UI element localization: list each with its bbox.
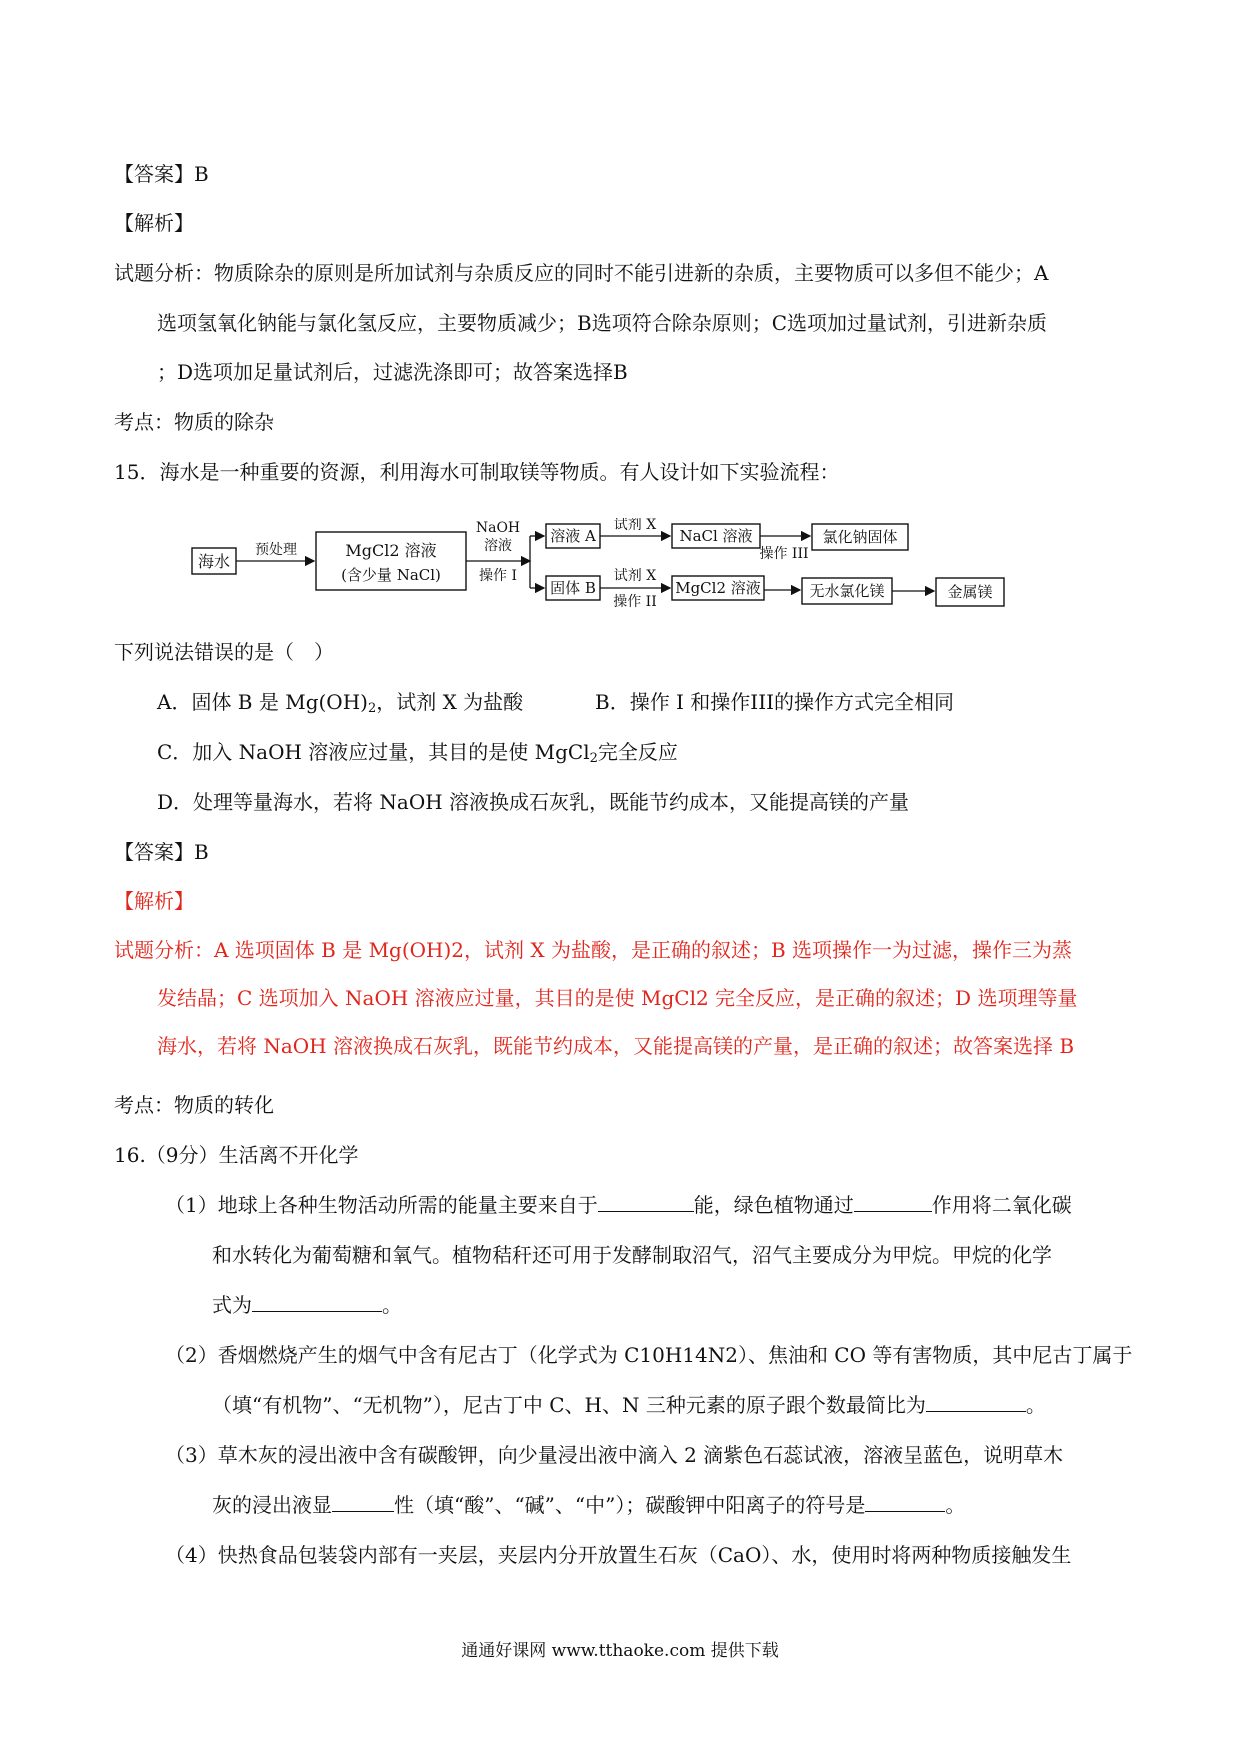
flow-nacl-label: NaCl 溶液 bbox=[679, 527, 753, 545]
flow-solution-label: 溶液 bbox=[484, 538, 512, 554]
flow-op1-label: 操作 I bbox=[479, 568, 517, 584]
q15-option-d: D．处理等量海水，若将 NaOH 溶液换成石灰乳，既能节约成本，又能提高镁的产量 bbox=[157, 790, 910, 814]
page-footer: 通通好课网 www.tthaoke.com 提供下载 bbox=[461, 1641, 779, 1661]
q14-analysis-line2: 选项氢氧化钠能与氯化氢反应，主要物质减少；B选项符合除杂原则；C选项加过量试剂，引进新杂质 bbox=[157, 311, 1047, 335]
q16-part3-line1: （3）草木灰的浸出液中含有碳酸钾，向少量浸出液中滴入 2 滴紫色石蕊试液，溶液呈蓝色，说明草木 bbox=[165, 1443, 1064, 1467]
q15-analysis-line2: 发结晶；C 选项加入 NaOH 溶液应过量，其目的是使 MgCl2 完全反应，是正确的叙述；D 选项理等量 bbox=[157, 986, 1078, 1010]
q16-part1-line1: （1）地球上各种生物活动所需的能量主要来自于 能，绿色植物通过 作用将二氧化碳 bbox=[165, 1193, 1072, 1217]
q16-part1-line3: 式为 。 bbox=[212, 1293, 402, 1317]
q15-analysis-line3: 海水，若将 NaOH 溶液换成石灰乳，既能节约成本，又能提高镁的产量，是正确的叙述；故答案选择 B bbox=[157, 1034, 1075, 1058]
q16-blank-1[interactable] bbox=[598, 1193, 694, 1212]
flow-metal-mg-label: 金属镁 bbox=[947, 583, 993, 601]
flow-pretreat-label: 预处理 bbox=[255, 542, 297, 558]
q15-option-a: A．固体 B 是 $Mg(OH)_2$，试剂 X 为盐酸 bbox=[157, 690, 524, 716]
q16-part1-line2: 和水转化为葡萄糖和氧气。植物秸秆还可用于发酵制取沼气，沼气主要成分为甲烷。甲烷的化学 bbox=[212, 1243, 1052, 1267]
flow-op3-label: 操作 III bbox=[759, 546, 809, 562]
q16-part3-line2: 灰的浸出液显 性（填“酸”、“碱”、“中”）；碳酸钾中阳离子的符号是 。 bbox=[212, 1493, 966, 1517]
q15-kaodian: 考点：物质的转化 bbox=[114, 1093, 274, 1117]
flow-nacl-solid-label: 氯化钠固体 bbox=[822, 528, 898, 546]
flow-anhydrous-label: 无水氯化镁 bbox=[809, 582, 885, 600]
q15-option-c: C．加入 NaOH 溶液应过量，其目的是使 MgCl$_2$完全反应 bbox=[157, 740, 678, 766]
flow-mgcl2-sub-label: (含少量 NaCl) bbox=[341, 566, 441, 584]
q16-part2-line1: （2）香烟燃烧产生的烟气中含有尼古丁（化学式为 C10H14N2）、焦油和 CO 等有害物质，其中尼古丁属于 bbox=[165, 1343, 1133, 1367]
q15-stem: 15．海水是一种重要的资源，利用海水可制取镁等物质。有人设计如下实验流程： bbox=[114, 460, 840, 484]
q14-kaodian: 考点：物质的除杂 bbox=[114, 410, 274, 434]
flow-solid-b-label: 固体 B bbox=[550, 579, 596, 597]
flow-mgcl2-label: MgCl2 溶液 bbox=[345, 541, 437, 560]
q15-question: 下列说法错误的是（ ） bbox=[114, 640, 334, 664]
q16-blank-4[interactable] bbox=[926, 1393, 1026, 1412]
q16-blank-2[interactable] bbox=[854, 1193, 932, 1212]
q14-answer: 【答案】B bbox=[114, 162, 209, 186]
flow-op2-label: 操作 II bbox=[613, 594, 657, 610]
flow-naoh-label: NaOH bbox=[475, 520, 521, 536]
flow-reagent-x1-label: 试剂 X bbox=[613, 518, 657, 533]
q14-analysis-label: 【解析】 bbox=[114, 211, 194, 235]
flow-solution-a-label: 溶液 A bbox=[550, 527, 596, 545]
q15-flow-diagram bbox=[190, 518, 1070, 628]
flow-mgcl2-2-label: MgCl2 溶液 bbox=[675, 579, 761, 597]
q14-analysis-line3: ；D选项加足量试剂后，过滤洗涤即可；故答案选择B bbox=[157, 360, 628, 384]
q16-part4-line1: （4）快热食品包装袋内部有一夹层，夹层内分开放置生石灰（CaO）、水，使用时将两种物质接触发生 bbox=[165, 1543, 1072, 1567]
q16-blank-5[interactable] bbox=[332, 1493, 394, 1512]
q15-analysis-label: 【解析】 bbox=[114, 889, 194, 913]
flow-reagent-x2-label: 试剂 X bbox=[613, 568, 657, 584]
q15-answer: 【答案】B bbox=[114, 840, 209, 864]
q15-analysis-line1: 试题分析：A 选项固体 B 是 Mg(OH)2，试剂 X 为盐酸，是正确的叙述；B 选项操作一为过滤，操作三为蒸 bbox=[114, 938, 1073, 962]
q14-analysis-line1: 试题分析：物质除杂的原则是所加试剂与杂质反应的同时不能引进新的杂质，主要物质可以多但不能少；A bbox=[114, 261, 1049, 285]
q16-part2-line2: （填“有机物”、“无机物”），尼古丁中 C、H、N 三种元素的原子跟个数最简比为 。 bbox=[212, 1393, 1046, 1417]
q16-blank-3[interactable] bbox=[252, 1293, 382, 1312]
q15-option-b: B．操作 I 和操作III的操作方式完全相同 bbox=[595, 690, 955, 714]
q16-stem: 16.（9分）生活离不开化学 bbox=[114, 1143, 359, 1167]
flow-seawater-label: 海水 bbox=[197, 552, 231, 571]
q16-blank-6[interactable] bbox=[865, 1493, 945, 1512]
